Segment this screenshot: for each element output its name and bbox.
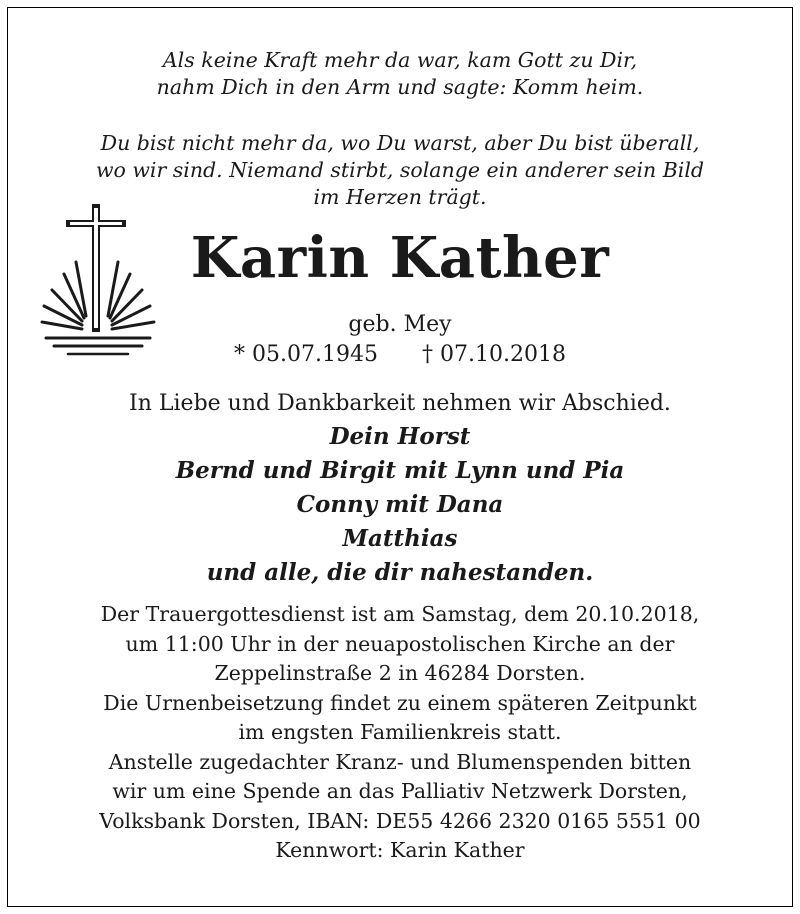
quote-line: Als keine Kraft mehr da war, kam Gott zu Dir,: [162, 48, 638, 72]
birth-date: * 05.07.1945: [234, 342, 378, 367]
quote-line: Du bist nicht mehr da, wo Du warst, aber Du bist überall,: [100, 131, 700, 155]
farewell-intro: In Liebe und Dankbarkeit nehmen wir Abschied.: [129, 391, 671, 416]
life-dates: [0, 341, 800, 369]
quote-line: wo wir sind. Niemand stirbt, solange ein anderer sein Bild: [95, 158, 705, 182]
info-line: Volksbank Dorsten, IBAN: DE55 4266 2320 0165 5551 00: [99, 808, 701, 833]
service-info: [0, 600, 800, 866]
info-line: Die Urnenbeisetzung findet zu einem späteren Zeitpunkt: [103, 690, 697, 715]
quote-line: nahm Dich in den Arm und sagte: Komm heim.: [156, 75, 644, 99]
quote-line: im Herzen trägt.: [313, 185, 487, 209]
mourner-line: Matthias: [342, 525, 458, 552]
info-line: Anstelle zugedachter Kranz- und Blumenspenden bitten: [108, 749, 692, 774]
mourner-line: Bernd und Birgit mit Lynn und Pia: [175, 457, 625, 484]
info-line: Der Trauergottesdienst ist am Samstag, dem 20.10.2018,: [100, 602, 700, 626]
info-line: um 11:00 Uhr in der neuapostolischen Kirche an der: [125, 631, 675, 656]
info-line: Kennwort: Karin Kather: [275, 838, 525, 862]
deceased-name: Karin Kather: [190, 225, 610, 291]
birth-name: geb. Mey: [348, 312, 452, 337]
mourner-line: und alle, die dir nahestanden.: [206, 559, 594, 586]
info-line: wir um eine Spende an das Palliativ Netzwerk Dorsten,: [112, 779, 688, 803]
death-date: † 07.10.2018: [422, 342, 566, 367]
info-line: im engsten Familienkreis statt.: [238, 720, 562, 744]
mourner-line: Conny mit Dana: [296, 491, 504, 518]
quote-stanza-1: [0, 47, 800, 101]
mourners-list: [0, 420, 800, 590]
info-line: Zeppelinstraße 2 in 46284 Dorsten.: [214, 661, 586, 685]
mourner-line: Dein Horst: [329, 423, 471, 450]
